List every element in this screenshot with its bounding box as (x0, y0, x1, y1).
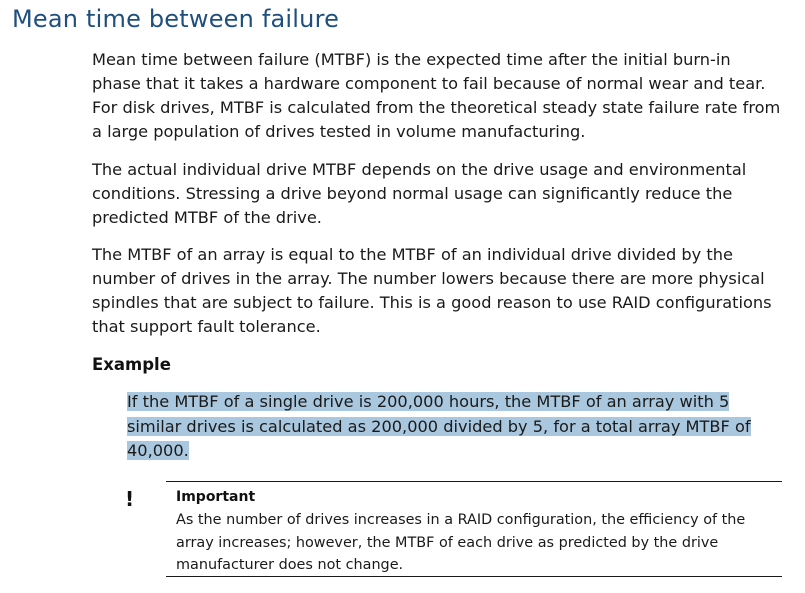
note-top-rule (166, 481, 782, 482)
section-title: Mean time between failure (12, 5, 340, 33)
exclamation-icon: ! (125, 487, 135, 511)
note-heading: Important (176, 489, 256, 505)
paragraph-drive-usage[interactable]: The actual individual drive MTBF depends on the drive usage and environmental conditions. Stressing a drive beyond normal usage can significantly reduce the predicted MTBF of the drive. (92, 160, 747, 227)
example-heading: Example (92, 355, 171, 374)
paragraph-mtbf-definition[interactable]: Mean time between failure (MTBF) is the expected time after the initial burn-in phase that it takes a hardware component to fail because of normal wear and tear. For disk drives, MTBF is calculated from the theoretical steady state failure rate from a large population of drives tested in volume manufacturing. (92, 50, 781, 141)
paragraph-array-mtbf[interactable]: The MTBF of an array is equal to the MTBF of an individual drive divided by the number of drives in the array. The number lowers because there are more physical spindles that are subject to failure. This is a good reason to use RAID configurations that support fault tolerance. (92, 245, 772, 336)
example-block[interactable] (127, 390, 787, 464)
selected-example-text[interactable]: If the MTBF of a single drive is 200,000 hours, the MTBF of an array with 5 similar drives is calculated as 200,000 divided by 5, for a total array MTBF of 40,000. (127, 392, 751, 460)
note-text[interactable]: As the number of drives increases in a RAID configuration, the efficiency of the array increases; however, the MTBF of each drive as predicted by the drive manufacturer does not change. (176, 512, 746, 573)
note-bottom-rule (166, 576, 782, 577)
